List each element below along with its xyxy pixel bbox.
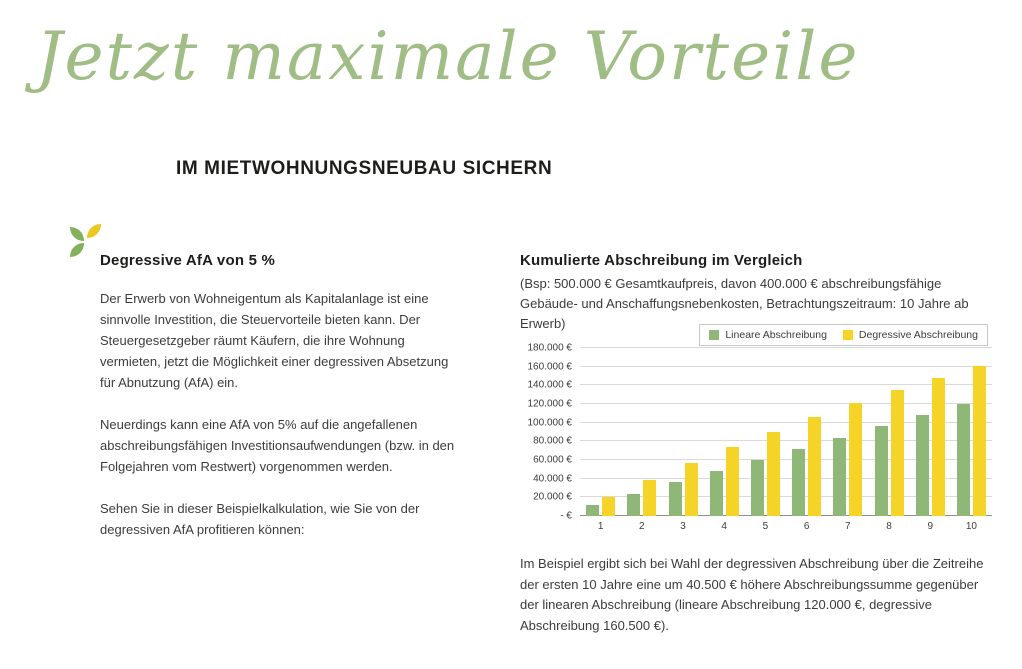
y-tick-label: 160.000 € <box>527 361 572 373</box>
y-tick-label: 100.000 € <box>527 417 572 429</box>
chart-bars <box>580 348 992 516</box>
x-tick-label: 10 <box>965 521 977 532</box>
bar-linear <box>792 449 805 516</box>
legend-item-degressiv <box>843 329 978 341</box>
bar-group <box>786 348 827 516</box>
paragraph-1: Der Erwerb von Wohneigentum als Kapitalanlage ist eine sinnvolle Investition, die Steuervorteile bieten kann. Der Steuergesetzgeber räumt Käufern, die ihre Wohnung vermieten, jetzt die Möglichkeit einer degressiven Absetzung für Abnutzung (AfA) ein. <box>100 291 449 391</box>
y-tick-label: 20.000 € <box>533 491 572 503</box>
bar-linear <box>833 438 846 516</box>
section-heading: Degressive AfA von 5 % <box>100 252 276 269</box>
legend-item-linear <box>709 329 827 341</box>
x-tick-label: 2 <box>639 521 645 532</box>
x-tick-label: 3 <box>680 521 686 532</box>
chart-x-axis <box>580 516 992 532</box>
bar-group <box>704 348 745 516</box>
x-tick-label: 1 <box>597 521 604 532</box>
chart-legend <box>699 324 988 346</box>
y-tick-label: 60.000 € <box>533 454 572 466</box>
bar-degressiv <box>973 366 986 516</box>
bar-linear <box>710 471 723 516</box>
chart-y-axis <box>520 342 580 522</box>
bar-linear <box>957 404 970 516</box>
chart-title: Kumulierte Abschreibung im Vergleich <box>520 252 803 269</box>
leaf-icon <box>70 224 102 258</box>
x-tick-label: 9 <box>927 521 933 532</box>
bar-linear <box>916 415 929 516</box>
y-tick-label: 40.000 € <box>533 473 572 485</box>
bar-degressiv <box>643 480 656 516</box>
bar-degressiv <box>808 417 821 516</box>
bar-group <box>868 348 909 516</box>
bar-linear <box>751 460 764 516</box>
bar-group <box>745 348 786 516</box>
paragraph-3: Sehen Sie in dieser Beispielkalkulation, wie Sie von der degressiven AfA profitieren können: <box>100 501 420 538</box>
bar-degressiv <box>849 403 862 516</box>
x-tick-label: 8 <box>886 521 892 532</box>
bar-group <box>951 348 992 516</box>
bar-linear <box>586 505 599 516</box>
page-subtitle: IM MIETWOHNUNGSNEUBAU SICHERN <box>176 158 553 179</box>
body-text-column <box>100 288 464 561</box>
bar-group <box>827 348 868 516</box>
bar-degressiv <box>685 463 698 516</box>
legend-swatch <box>709 330 719 340</box>
x-tick-label: 4 <box>721 521 727 532</box>
bar-linear <box>669 482 682 516</box>
chart-plot <box>580 348 992 516</box>
bar-degressiv <box>891 390 904 516</box>
bar-group <box>621 348 662 516</box>
x-tick-label: 7 <box>845 521 851 532</box>
bar-degressiv <box>932 378 945 516</box>
brand-leaf-logo <box>70 224 102 258</box>
bar-linear <box>627 494 640 516</box>
y-tick-label: 80.000 € <box>533 435 572 447</box>
y-tick-label: 180.000 € <box>527 342 572 354</box>
bar-degressiv <box>726 447 739 516</box>
page-title-script: Jetzt maximale Vorteile <box>36 18 860 95</box>
bar-group <box>662 348 703 516</box>
y-tick-label: - € <box>560 510 572 522</box>
chart-subtitle: (Bsp: 500.000 € Gesamtkaufpreis, davon 400.000 € abschreibungsfähige Gebäude- und Anschaffungsnebenkosten, Betrachtungszeitraum: 10 Jahre ab Erwerb) <box>520 276 969 332</box>
y-tick-label: 120.000 € <box>527 398 572 410</box>
bar-linear <box>875 426 888 516</box>
chart-footnote: Im Beispiel ergibt sich bei Wahl der degressiven Abschreibung über die Zeitreihe der ersten 10 Jahre eine um 40.500 € höhere Abschreibungssumme gegenüber der linearen Abschreibung (lineare Abschreibung 120.000 €, degressive Abschreibung 160.500 €). <box>520 556 984 633</box>
bar-group <box>580 348 621 516</box>
bar-degressiv <box>602 497 615 516</box>
bar-chart <box>520 342 992 532</box>
x-tick-label: 5 <box>762 521 769 532</box>
legend-label-degressiv: Degressive Abschreibung <box>858 329 978 341</box>
bar-degressiv <box>767 432 780 516</box>
legend-label-linear: Lineare Abschreibung <box>725 329 827 341</box>
y-tick-label: 140.000 € <box>527 379 572 391</box>
legend-swatch <box>843 330 853 340</box>
paragraph-2: Neuerdings kann eine AfA von 5% auf die angefallenen abschreibungsfähigen Investitionsaufwendungen (bzw. in den Folgejahren vom Restwert) vorgenommen werden. <box>100 417 455 475</box>
bar-group <box>910 348 951 516</box>
x-tick-label: 6 <box>803 521 810 532</box>
